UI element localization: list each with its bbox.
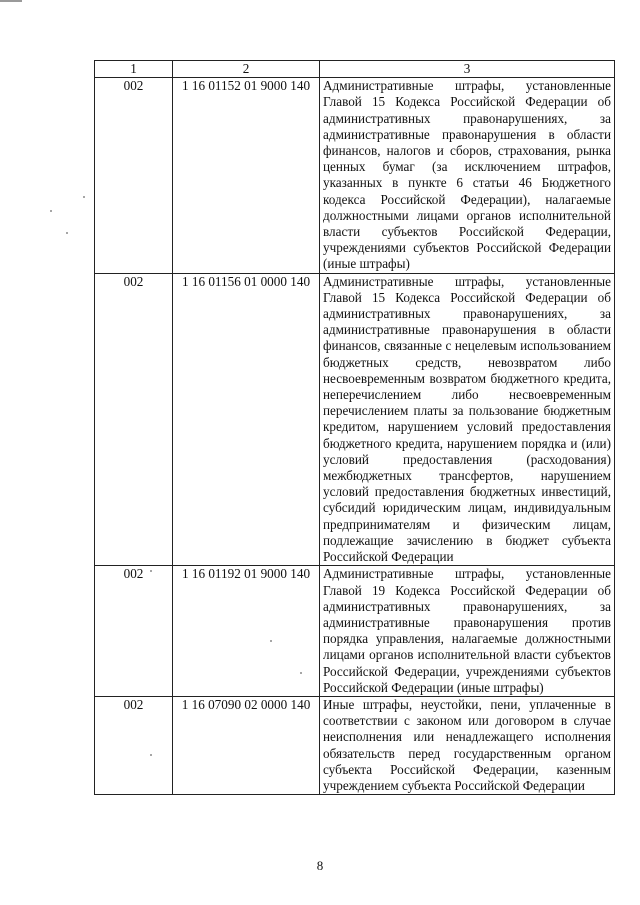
admin-code-cell: 002	[95, 696, 173, 794]
table-row	[95, 273, 615, 566]
budget-classification-code-cell: 1 16 07090 02 0000 140	[173, 696, 320, 794]
budget-classification-code-cell: 1 16 01156 01 0000 140	[173, 273, 320, 566]
income-description-cell: Административные штрафы, установленные Главой 19 Кодекса Российской Федерации об административных правонарушениях, за административные правонарушения против порядка управления, налагаемые должностными лицами органов исполнительной власти субъектов Российской Федерации, учреждениями субъектов Российской Федерации (иные штрафы)	[320, 566, 615, 697]
column-header-3: 3	[320, 61, 615, 78]
column-header-1: 1	[95, 61, 173, 78]
admin-code-cell: 002	[95, 273, 173, 566]
admin-code-cell: 002	[95, 78, 173, 273]
table-row	[95, 566, 615, 697]
budget-classification-code-cell: 1 16 01192 01 9000 140	[173, 566, 320, 697]
scan-speck	[83, 196, 85, 198]
page-number: 8	[316, 858, 324, 873]
budget-classification-code-cell: 1 16 01152 01 9000 140	[173, 78, 320, 273]
admin-code-cell: 002	[95, 566, 173, 697]
scan-speck	[66, 232, 68, 234]
income-description-cell: Административные штрафы, установленные Главой 15 Кодекса Российской Федерации об административных правонарушениях, за административные правонарушения в области финансов, налогов и сборов, страхования, рынка ценных бумаг (за исключением штрафов, указанных в пункте 6 статьи 46 Бюджетного кодекса Российской Федерации), налагаемые должностными лицами органов исполнительной власти субъектов Российской Федерации, учреждениями субъектов Российской Федерации (иные штрафы)	[320, 78, 615, 273]
income-description-cell: Иные штрафы, неустойки, пени, уплаченные в соответствии с законом или договором в случае неисполнения или ненадлежащего исполнения обязательств перед государственным органом субъекта Российской Федерации, казенным учреждением субъекта Российской Федерации	[320, 696, 615, 794]
scan-speck	[50, 210, 52, 212]
income-description-cell: Административные штрафы, установленные Главой 15 Кодекса Российской Федерации об административных правонарушениях, за административные правонарушения в области финансов, связанные с нецелевым использованием бюджетных средств, невозвратом либо несвоевременным возвратом бюджетного кредита, неперечислением либо несвоевременным перечислением платы за пользование бюджетным кредитом, нарушением условий предоставления бюджетного кредита, нарушением порядка и (или) условий предоставления (расходования) межбюджетных трансфертов, нарушением условий предоставления бюджетных инвестиций, субсидий юридическим лицам, индивидуальным предпринимателям и физическим лицам, подлежащие зачислению в бюджет субъекта Российской Федерации	[320, 273, 615, 566]
table-header-row	[95, 61, 615, 78]
budget-codes-table-wrapper	[94, 60, 614, 795]
scan-corner-mark	[0, 0, 22, 8]
table-row	[95, 696, 615, 794]
column-header-2: 2	[173, 61, 320, 78]
table-row	[95, 78, 615, 273]
budget-codes-table	[94, 60, 615, 795]
